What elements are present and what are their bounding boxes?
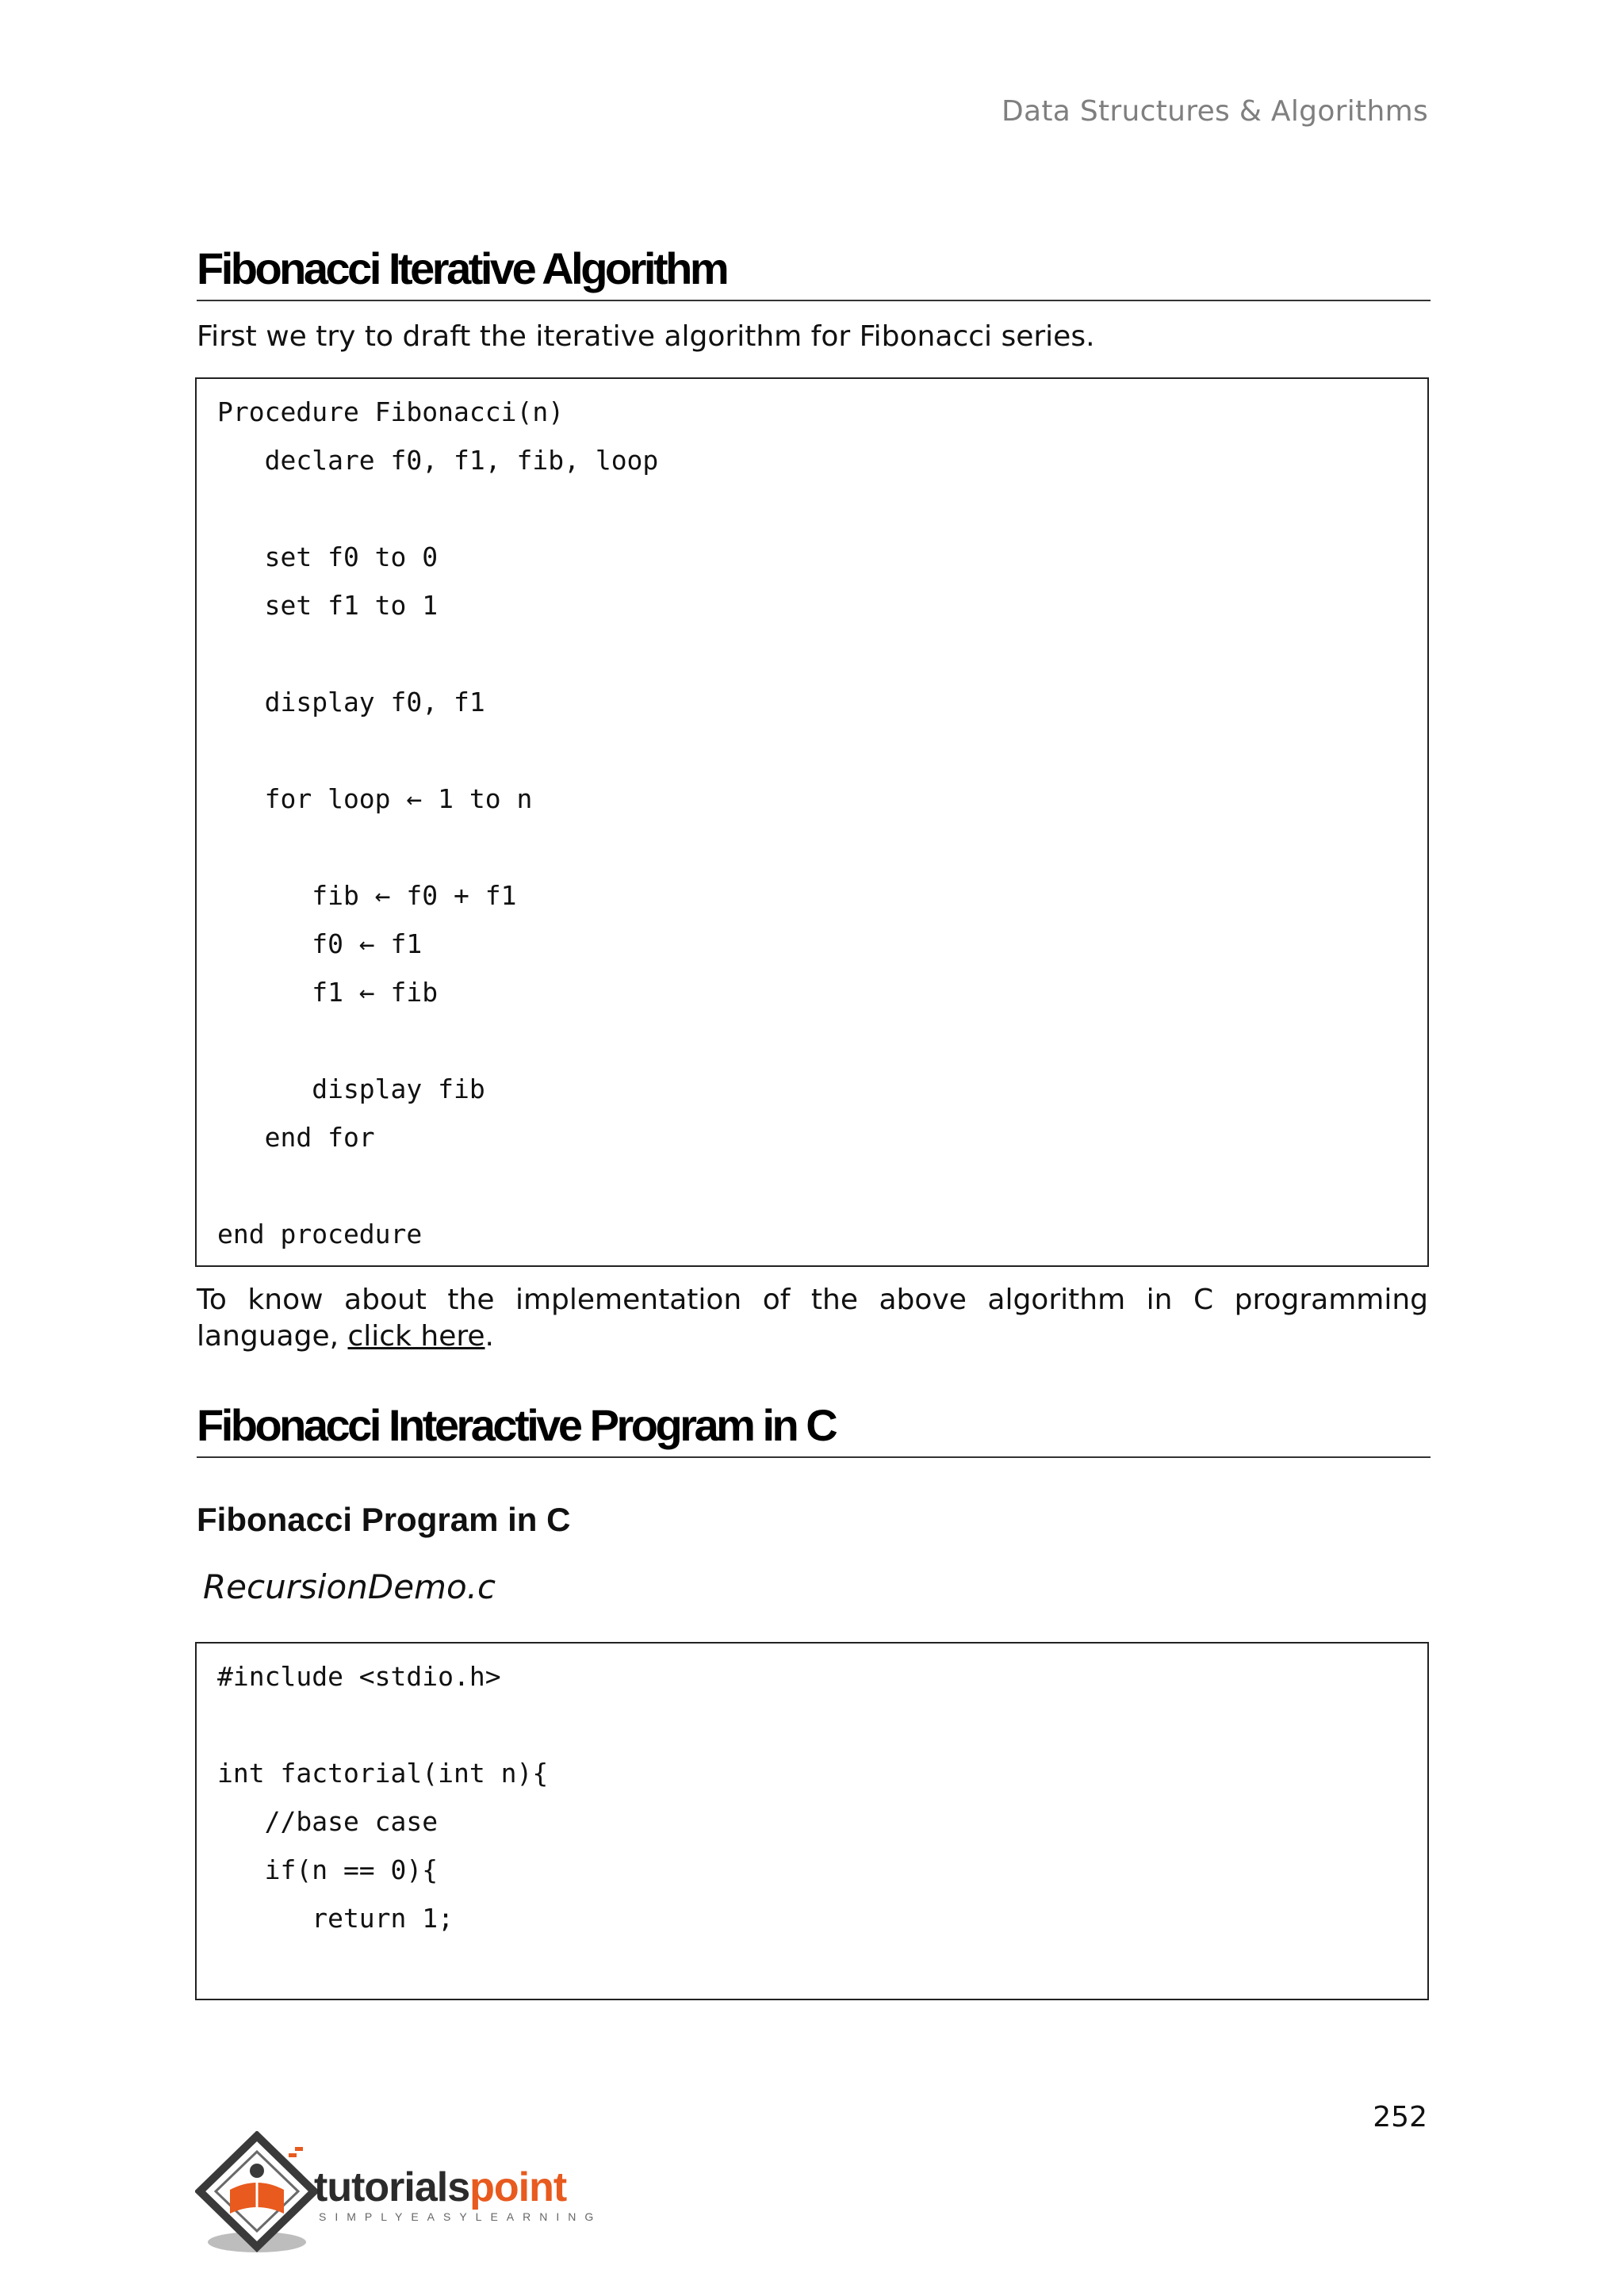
subheading-program: Fibonacci Program in C <box>197 1501 571 1538</box>
code-line: Procedure Fibonacci(n) <box>217 396 565 427</box>
code-line: end for <box>217 1122 375 1153</box>
code-line <box>217 1170 1427 1219</box>
code-block-pseudocode <box>195 377 1429 1267</box>
code-line: return 1; <box>217 1903 454 1934</box>
click-here-link[interactable]: click here <box>347 1320 485 1353</box>
code-line: //base case <box>217 1806 439 1837</box>
code-line <box>217 832 1427 880</box>
code-line: display fib <box>217 1073 485 1104</box>
tutorialspoint-logo <box>195 2131 623 2258</box>
code-line: int factorial(int n){ <box>217 1758 549 1789</box>
logo-word-tutorials: tutorials <box>314 2164 470 2210</box>
section-heading-iterative: Fibonacci Iterative Algorithm <box>197 244 1431 301</box>
section-heading-program: Fibonacci Interactive Program in C <box>197 1401 1431 1458</box>
code-line: set f1 to 1 <box>217 590 439 621</box>
code-line <box>217 638 1427 687</box>
code-line: set f0 to 0 <box>217 541 439 572</box>
code-line <box>217 1025 1427 1073</box>
code-line: fib ← f0 + f1 <box>217 880 517 911</box>
code-block-c <box>195 1642 1429 2000</box>
code-line <box>217 493 1427 541</box>
page-number: 252 <box>1373 2101 1427 2133</box>
code-line: f0 ← f1 <box>217 928 423 959</box>
running-header: Data Structures & Algorithms <box>1001 95 1428 128</box>
code-line: declare f0, f1, fib, loop <box>217 445 659 476</box>
logo-word-point: point <box>469 2164 567 2210</box>
code-line: #include <stdio.h> <box>217 1661 501 1692</box>
code-line: for loop ← 1 to n <box>217 783 533 814</box>
logo-mark-icon <box>195 2131 322 2258</box>
code-line: end procedure <box>217 1219 423 1249</box>
logo-tagline: SIMPLYEASYLEARNING <box>319 2210 603 2223</box>
link-trailing-period: . <box>485 1320 494 1353</box>
code-line <box>217 1709 1427 1758</box>
filename-label: RecursionDemo.c <box>203 1567 496 1606</box>
intro-paragraph: First we try to draft the iterative algorithm for Fibonacci series. <box>197 320 1095 353</box>
code-line: if(n == 0){ <box>217 1854 439 1885</box>
code-line: display f0, f1 <box>217 687 485 718</box>
logo-wordmark <box>314 2164 567 2210</box>
implementation-paragraph <box>197 1282 1428 1355</box>
code-line: f1 ← fib <box>217 977 439 1008</box>
implementation-text: To know about the implementation of the above algorithm in C programming language, <box>197 1284 1428 1353</box>
code-line <box>217 735 1427 783</box>
